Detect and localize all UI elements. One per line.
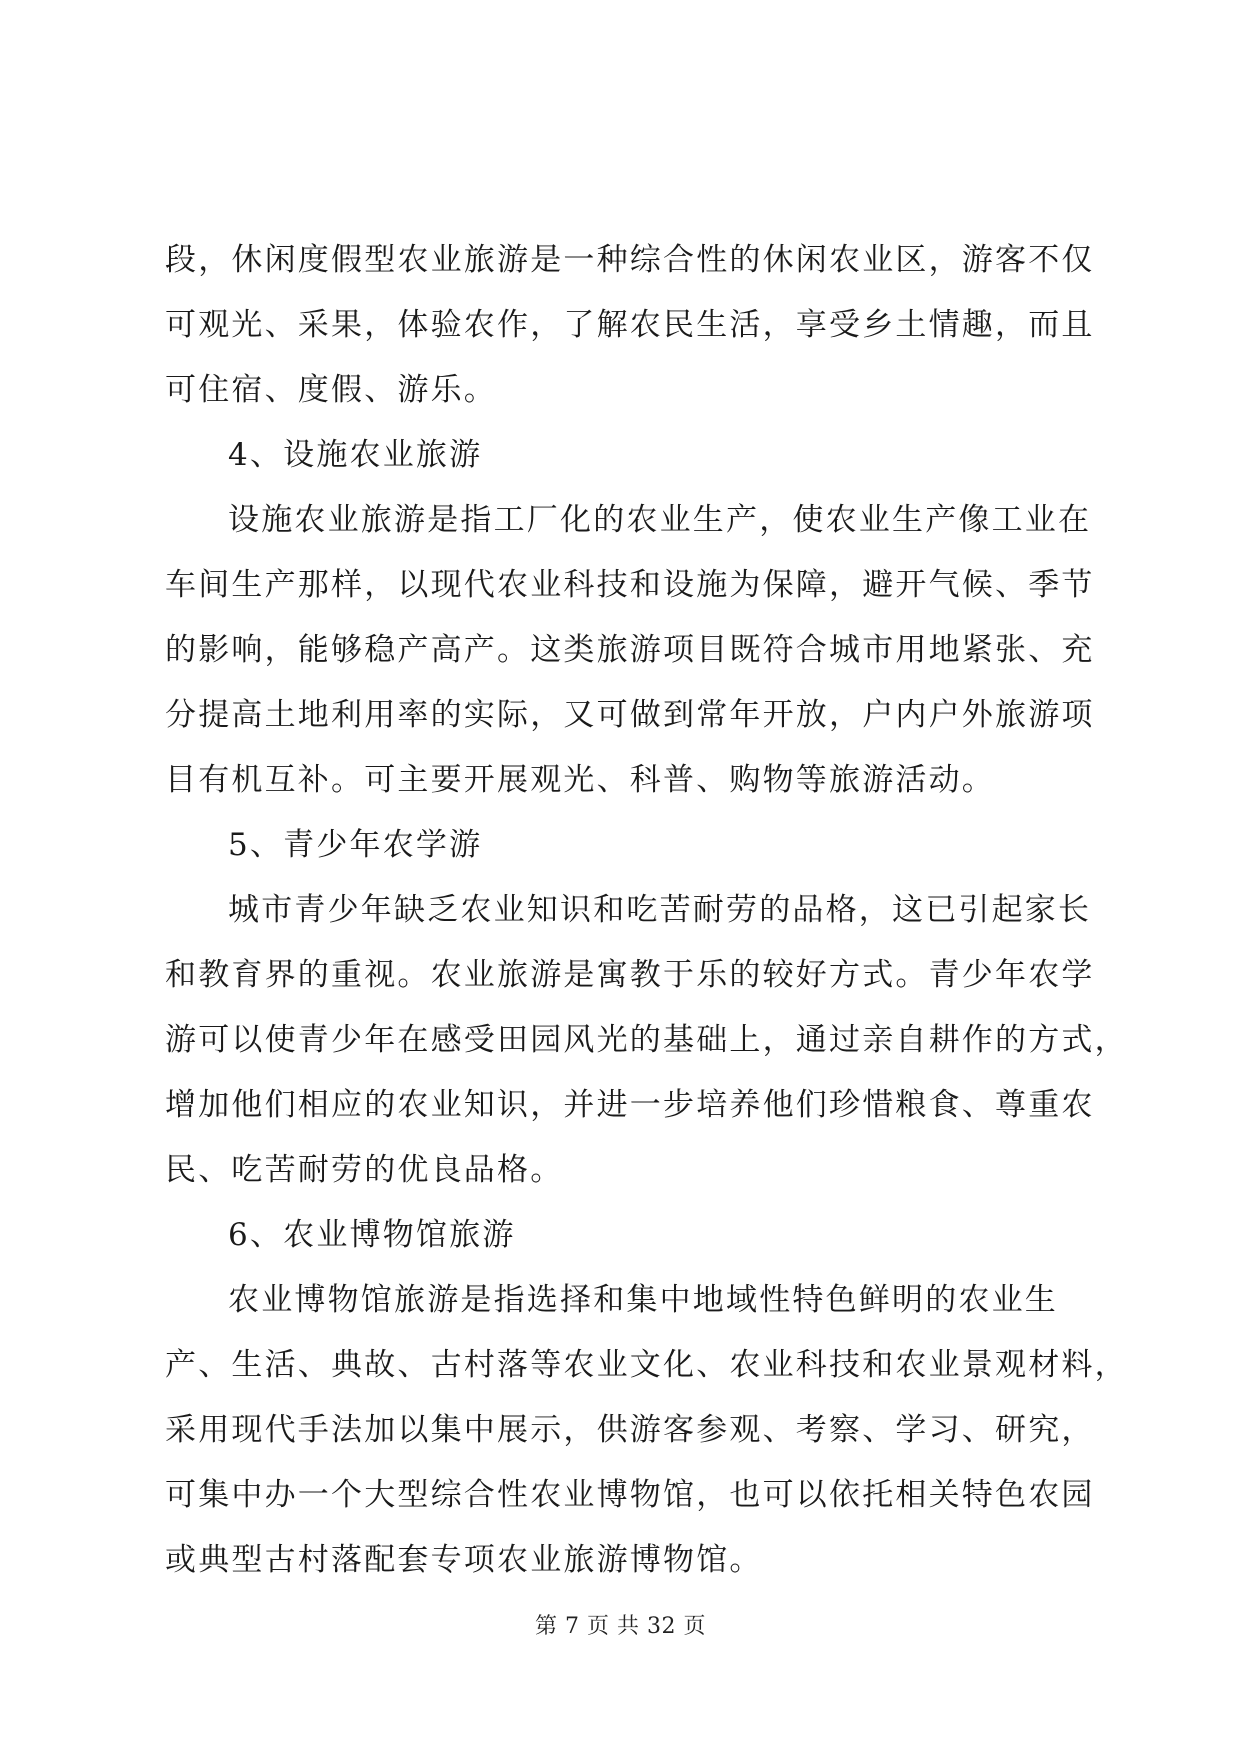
paragraph-start-line: 设施农业旅游是指工厂化的农业生产，使农业生产像工业在 (228, 502, 1092, 538)
text-line: 段，休闲度假型农业旅游是一种综合性的休闲农业区，游客不仅 (165, 242, 1095, 278)
text-line: 或典型古村落配套专项农业旅游博物馆。 (165, 1542, 763, 1578)
text-line: 增加他们相应的农业知识，并进一步培养他们珍惜粮食、尊重农 (165, 1087, 1095, 1123)
body-text (165, 228, 1128, 1593)
text-line: 民、吃苦耐劳的优良品格。 (165, 1152, 564, 1188)
paragraph-start-line: 4、设施农业旅游 (228, 437, 483, 473)
text-line: 采用现代手法加以集中展示，供游客参观、考察、学习、研究， (165, 1412, 1095, 1448)
text-line: 可住宿、度假、游乐。 (165, 372, 497, 408)
text-line: 分提高土地利用率的实际，又可做到常年开放，户内户外旅游项 (165, 697, 1095, 733)
paragraph-start-line: 6、农业博物馆旅游 (228, 1217, 516, 1253)
text-line: 车间生产那样，以现代农业科技和设施为保障，避开气候、季节 (165, 567, 1095, 603)
text-line: 和教育界的重视。农业旅游是寓教于乐的较好方式。青少年农学 (165, 957, 1095, 993)
text-line: 产、生活、典故、古村落等农业文化、农业科技和农业景观材料， (165, 1347, 1128, 1383)
text-line: 的影响，能够稳产高产。这类旅游项目既符合城市用地紧张、充 (165, 632, 1095, 668)
text-line: 可观光、采果，体验农作，了解农民生活，享受乡土情趣，而且 (165, 307, 1095, 343)
paragraph-start-line: 5、青少年农学游 (228, 827, 483, 863)
paragraph-start-line: 农业博物馆旅游是指选择和集中地域性特色鲜明的农业生 (228, 1282, 1058, 1318)
text-line: 游可以使青少年在感受田园风光的基础上，通过亲自耕作的方式， (165, 1022, 1128, 1058)
text-line: 可集中办一个大型综合性农业博物馆，也可以依托相关特色农园 (165, 1477, 1095, 1513)
text-line: 目有机互补。可主要开展观光、科普、购物等旅游活动。 (165, 762, 995, 798)
paragraph-start-line: 城市青少年缺乏农业知识和吃苦耐劳的品格，这已引起家长 (228, 892, 1092, 928)
page-footer: 第 7 页 共 32 页 (535, 1614, 706, 1639)
